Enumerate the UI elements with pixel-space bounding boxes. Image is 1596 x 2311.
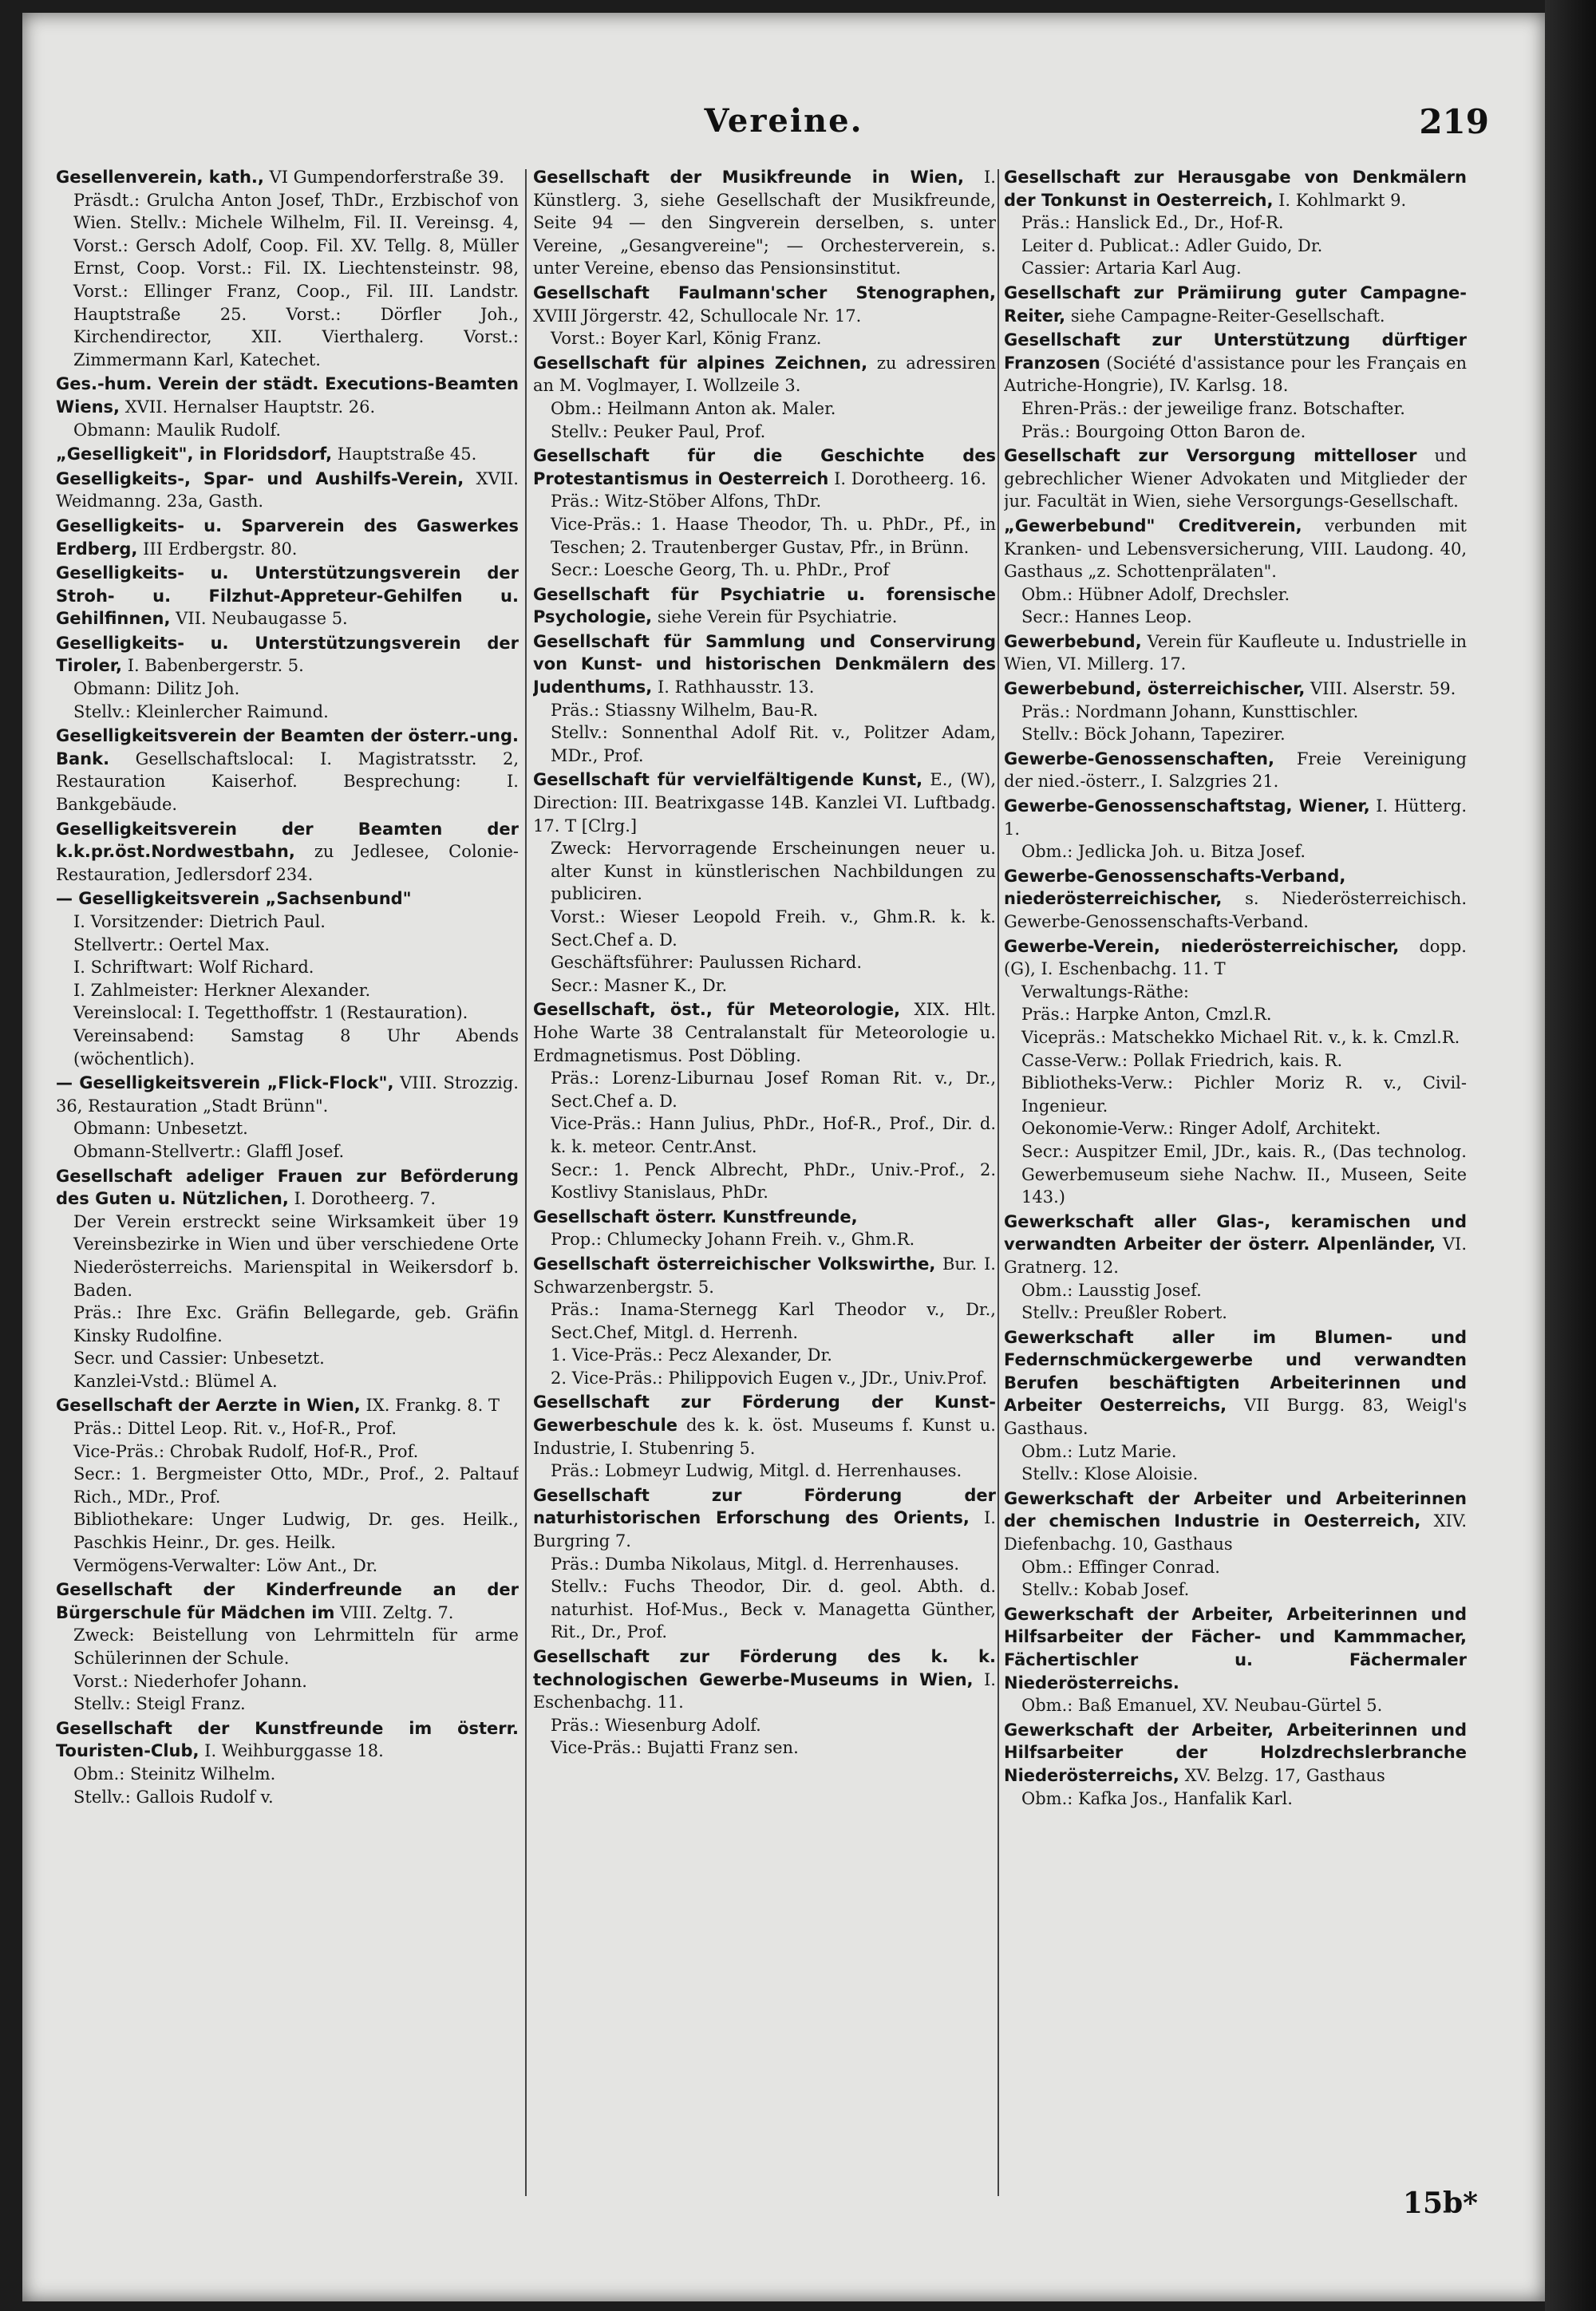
entry-address: VIII. Strozzig. 36, Restauration „Stadt Brünn".: [56, 1073, 519, 1116]
entry-heading: Gesellschaft der Kinderfreunde an der Bürgerschule für Mädchen im: [56, 1580, 519, 1622]
entry-detail-line: Obm.: Baß Emanuel, XV. Neubau-Gürtel 5.: [1021, 1696, 1383, 1716]
entry-address: zu adressiren an M. Voglmayer, I. Wollzeile 3.: [533, 353, 996, 396]
entry-detail-line: Bibliothekare: Unger Ludwig, Dr. ges. Heilk., Paschkis Heinr., Dr. ges. Heilk.: [73, 1510, 519, 1553]
entry-address: und gebrechlicher Wiener Advokaten und Mitglieder der jur. Facultät in Wien, siehe Versorgungs-Gesellschaft.: [1004, 446, 1467, 512]
entry-detail-line: Vice-Präs.: 1. Haase Theodor, Th. u. PhDr., Pf., in Teschen; 2. Trautenberger Gustav, Pfr., in Brünn.: [551, 514, 996, 557]
entry-address: I. Weihburggasse 18.: [204, 1741, 384, 1761]
entry-heading: Geselligkeitsverein der Beamten der österr.-ung. Bank.: [56, 726, 519, 768]
entry-detail-line: Vice-Präs.: Bujatti Franz sen.: [551, 1738, 799, 1758]
entry-heading: Gesellschaft zur Versorgung mittelloser: [1004, 446, 1417, 466]
entry-heading: Geselligkeits- u. Unterstützungsverein der Stroh- u. Filzhut-Appreteur-Gehilfen u. Gehilfinnen,: [56, 563, 519, 629]
entry-heading: Gesellschaft für vervielfältigende Kunst,: [533, 770, 923, 790]
entry-detail-line: Vorst.: Boyer Karl, König Franz.: [551, 329, 822, 349]
column-divider: [525, 169, 527, 2196]
entry-heading: Gesellschaft zur Förderung des k. k. technologischen Gewerbe-Museums in Wien,: [533, 1647, 996, 1689]
entry-detail-line: Vorst.: Wieser Leopold Freih. v., Ghm.R. k. k. Sect.Chef a. D.: [551, 907, 996, 950]
entry-address: VIII. Zeltg. 7.: [340, 1602, 454, 1622]
entry-detail-line: Präs.: Stiassny Wilhelm, Bau-R.: [551, 700, 819, 720]
entry-detail-line: Präs.: Wiesenburg Adolf.: [551, 1715, 761, 1735]
entry-detail-line: Obmann-Stellvertr.: Glaffl Josef.: [73, 1141, 345, 1161]
entry-address: XIX. Hlt. Hohe Warte 38 Centralanstalt für Meteorologie u. Erdmagnetismus. Post Döbling.: [533, 1000, 996, 1065]
entry-heading: Gewerbe-Genossenschafts-Verband, niederösterreichischer,: [1004, 866, 1346, 909]
entry-address: dopp. (G), I. Eschenbachg. 11. T: [1004, 936, 1467, 979]
entry-heading: Gewerbe-Genossenschaftstag, Wiener,: [1004, 796, 1370, 816]
entry-detail-line: Vereinslocal: I. Tegetthoffstr. 1 (Restauration).: [73, 1003, 468, 1023]
directory-entry: [1004, 1719, 1467, 1810]
entry-address: I. Dorotheerg. 16.: [834, 468, 986, 488]
directory-entry: [1004, 865, 1467, 934]
directory-entry: [1004, 282, 1467, 327]
entry-heading: Geselligkeits- u. Unterstützungsverein der Tiroler,: [56, 633, 519, 676]
entry-heading: Gesellschaft österreichischer Volkswirthe,: [533, 1254, 936, 1274]
entry-heading: Gesellschaft für Psychiatrie u. forensische Psychologie,: [533, 584, 996, 627]
directory-entry: [1004, 795, 1467, 863]
entry-detail-line: Präs.: Inama-Sternegg Karl Theodor v., Dr., Sect.Chef, Mitgl. d. Herrenh.: [551, 1300, 996, 1342]
directory-entry: [1004, 1603, 1467, 1717]
entry-address: Hauptstraße 45.: [337, 444, 477, 464]
entry-detail-line: Stellv.: Böck Johann, Tapezirer.: [1021, 725, 1286, 745]
entry-detail-line: Vicepräs.: Matschekko Michael Rit. v., k. k. Cmzl.R.: [1021, 1027, 1460, 1047]
entry-heading: Gesellschaft zur Herausgabe von Denkmälern der Tonkunst in Oesterreich,: [1004, 168, 1467, 210]
entry-address: XVII. Hernalser Hauptstr. 26.: [124, 397, 376, 417]
directory-entry: [533, 1645, 996, 1760]
entry-detail-line: Secr.: Masner K., Dr.: [551, 975, 728, 995]
directory-entry: [56, 1394, 519, 1577]
entry-detail-line: Vorst.: Niederhofer Johann.: [73, 1671, 307, 1691]
directory-entry: [56, 443, 519, 466]
directory-entry: [56, 468, 519, 513]
entry-detail-line: Der Verein erstreckt seine Wirksamkeit über 19 Vereinsbezirke in Wien und über verschiedene Orte Niederösterreichs. Marienspital in Weikersdorf b. Baden.: [73, 1211, 519, 1300]
entry-detail-line: Stellvertr.: Oertel Max.: [73, 934, 271, 954]
entry-address: Freie Vereinigung der nied.-österr., I. Salzgries 21.: [1004, 749, 1467, 792]
entry-heading: Gewerbe-Genossenschaften,: [1004, 749, 1274, 768]
entry-detail-line: Verwaltungs-Räthe:: [1021, 982, 1189, 1001]
entry-detail-line: Secr.: 1. Penck Albrecht, PhDr., Univ.-Prof., 2. Kostlivy Stanislaus, PhDr.: [551, 1159, 996, 1203]
entry-address: XVIII Jörgerstr. 42, Schullocale Nr. 17.: [533, 306, 862, 326]
entry-address: I. Dorotheerg. 7.: [294, 1189, 436, 1209]
entry-detail-line: Präs.: Hanslick Ed., Dr., Hof-R.: [1021, 213, 1284, 233]
directory-entry: [1004, 1487, 1467, 1602]
entry-heading: Gesellschaft Faulmann'scher Stenographen,: [533, 282, 996, 302]
entry-address: I. Babenbergerstr. 5.: [127, 656, 304, 676]
directory-entry: [533, 1484, 996, 1644]
entry-heading: Gesellschaft für die Geschichte des Protestantismus in Oesterreich: [533, 446, 996, 488]
entry-detail-line: Zweck: Hervorragende Erscheinungen neuer u. alter Kunst in künstlerischen Nachbildungen zu publiciren.: [551, 839, 996, 904]
entry-address: VI. Gratnerg. 12.: [1004, 1235, 1467, 1277]
page-header: [22, 102, 1545, 158]
directory-entry: [1004, 630, 1467, 676]
entry-detail-line: Präs.: Ihre Exc. Gräfin Bellegarde, geb. Gräfin Kinsky Rudolfine.: [73, 1303, 519, 1345]
entry-address: I. Kohlmarkt 9.: [1278, 190, 1407, 210]
entry-heading: Gesellschaft adeliger Frauen zur Beförderung des Guten u. Nützlichen,: [56, 1166, 519, 1209]
directory-entry: [533, 583, 996, 629]
book-page: [22, 13, 1545, 2301]
entry-detail-line: Secr.: 1. Bergmeister Otto, MDr., Prof., 2. Paltauf Rich., MDr., Prof.: [73, 1464, 519, 1507]
entry-detail-line: Secr. und Cassier: Unbesetzt.: [73, 1349, 325, 1369]
entry-detail-line: Präs.: Nordmann Johann, Kunsttischler.: [1021, 701, 1359, 721]
page-title: Vereine.: [704, 102, 863, 140]
entry-address: I. Eschenbachg. 11.: [533, 1669, 996, 1713]
entry-detail-line: Präs.: Bourgoing Otton Baron de.: [1021, 421, 1306, 441]
entry-heading: Gewerkschaft aller Glas-, keramischen und verwandten Arbeiter der österr. Alpenländer,: [1004, 1211, 1467, 1254]
directory-entry: [56, 818, 519, 887]
entry-detail-line: Cassier: Artaria Karl Aug.: [1021, 259, 1242, 279]
directory-entry: [533, 352, 996, 443]
entry-detail-line: Secr.: Auspitzer Emil, JDr., kais. R., (Das technolog. Gewerbemuseum siehe Nachw. II., Museen, Seite 143.): [1021, 1141, 1467, 1207]
entry-heading: Gewerkschaft der Arbeiter, Arbeiterinnen und Hilfsarbeiter der Holzdrechslerbranche Niederösterreichs,: [1004, 1720, 1467, 1785]
entry-heading: „Geselligkeit", in Floridsdorf,: [56, 444, 333, 464]
entry-heading: Gewerbebund, österreichischer,: [1004, 679, 1306, 699]
entry-detail-line: Obm.: Effinger Conrad.: [1021, 1557, 1220, 1577]
directory-entry: [533, 444, 996, 582]
entry-detail-line: Geschäftsführer: Paulussen Richard.: [551, 953, 862, 973]
entry-detail-line: Kanzlei-Vstd.: Blümel A.: [73, 1371, 278, 1391]
entry-detail-line: Ehren-Präs.: der jeweilige franz. Botschafter.: [1021, 398, 1405, 418]
entry-detail-line: Vice-Präs.: Hann Julius, PhDr., Hof-R., Prof., Dir. d. k. k. meteor. Centr.Anst.: [551, 1114, 996, 1156]
entry-detail-line: Stellv.: Kobab Josef.: [1021, 1580, 1190, 1600]
entry-address: I. Burgring 7.: [533, 1508, 996, 1551]
directory-entry: [1004, 1326, 1467, 1486]
entry-address: XIV. Diefenbachg. 10, Gasthaus: [1004, 1511, 1467, 1554]
directory-entry: [56, 725, 519, 816]
directory-entry: [1004, 329, 1467, 443]
entry-address: III Erdbergstr. 80.: [143, 539, 298, 559]
directory-entry: [56, 887, 519, 1070]
entry-address: (Société d'assistance pour les Français en Autriche-Hongrie), IV. Karlsg. 18.: [1004, 353, 1467, 396]
entry-detail-line: Präs.: Lorenz-Liburnau Josef Roman Rit. v., Dr., Sect.Chef a. D.: [551, 1069, 996, 1111]
entry-heading: Geselligkeitsverein der Beamten der k.k.pr.öst.Nordwestbahn,: [56, 819, 519, 862]
directory-entry: [533, 1206, 996, 1251]
directory-entry: [533, 282, 996, 350]
entry-heading: Gewerkschaft der Arbeiter und Arbeiterinnen der chemischen Industrie in Oesterreich,: [1004, 1488, 1467, 1531]
entry-address: Verein für Kaufleute u. Industrielle in Wien, VI. Millerg. 17.: [1004, 631, 1467, 674]
signature-mark: 15b*: [1402, 2187, 1478, 2220]
entry-detail-line: Obmann: Maulik Rudolf.: [73, 420, 282, 440]
directory-entry: [1004, 444, 1467, 513]
entry-address: XVII. Weidmanng. 23a, Gasth.: [56, 468, 519, 512]
directory-entry: [1004, 677, 1467, 746]
entry-detail-line: 2. Vice-Präs.: Philippovich Eugen v., JDr., Univ.Prof.: [551, 1368, 988, 1388]
entry-address: siehe Verein für Psychiatrie.: [657, 607, 898, 627]
entry-heading: Gewerbebund,: [1004, 631, 1142, 651]
entry-detail-line: Obm.: Lausstig Josef.: [1021, 1280, 1202, 1300]
directory-entry: [533, 166, 996, 280]
entry-address: siehe Campagne-Reiter-Gesellschaft.: [1070, 306, 1385, 326]
entry-detail-line: Stellv.: Fuchs Theodor, Dir. d. geol. Abth. d. naturhist. Hof-Mus., Beck v. Managetta Günther, Rit., Dr., Prof.: [551, 1577, 996, 1642]
entry-heading: Gewerkschaft der Arbeiter, Arbeiterinnen und Hilfsarbeiter der Fächer- und Kammmacher, Fächertischler u. Fächermaler Niederösterreichs.: [1004, 1604, 1467, 1693]
entry-detail-line: Obm.: Jedlicka Joh. u. Bitza Josef.: [1021, 842, 1306, 862]
entry-heading: Gesellschaft für alpines Zeichnen,: [533, 353, 868, 373]
entry-detail-line: Obm.: Kafka Jos., Hanfalik Karl.: [1021, 1788, 1293, 1808]
entry-detail-line: Präs.: Dumba Nikolaus, Mitgl. d. Herrenhauses.: [551, 1554, 960, 1574]
entry-detail-line: Secr.: Loesche Georg, Th. u. PhDr., Prof: [551, 560, 890, 580]
entry-address: Gesellschaftslocal: I. Magistratsstr. 2, Restauration Kaiserhof. Besprechung: I. Bankgebäude.: [56, 749, 519, 815]
directory-entry: [1004, 1211, 1467, 1325]
entry-detail-line: Stellv.: Preußler Robert.: [1021, 1303, 1227, 1323]
entry-detail-line: Stellv.: Sonnenthal Adolf Rit. v., Politzer Adam, MDr., Prof.: [551, 723, 996, 765]
entry-heading: Gesellschaft österr. Kunstfreunde,: [533, 1207, 858, 1227]
directory-entry: [1004, 748, 1467, 793]
entry-detail-line: I. Zahlmeister: Herkner Alexander.: [73, 980, 371, 1000]
entry-detail-line: I. Vorsitzender: Dietrich Paul.: [73, 912, 326, 931]
entry-heading: Gesellschaft der Aerzte in Wien,: [56, 1396, 361, 1416]
directory-entry: [56, 632, 519, 723]
directory-entry: [56, 166, 519, 371]
entry-detail-line: Vermögens-Verwalter: Löw Ant., Dr.: [73, 1555, 378, 1575]
entry-address: Bur. I. Schwarzenbergstr. 5.: [533, 1254, 996, 1297]
entry-detail-line: 1. Vice-Präs.: Pecz Alexander, Dr.: [551, 1345, 832, 1365]
entry-detail-line: Obm.: Hübner Adolf, Drechsler.: [1021, 584, 1290, 604]
directory-entry: [533, 1391, 996, 1482]
entry-detail-line: Obm.: Lutz Marie.: [1021, 1441, 1177, 1461]
entry-detail-line: Stellv.: Kleinlercher Raimund.: [73, 701, 329, 721]
entry-heading: Gesellschaft der Kunstfreunde im österr. Touristen-Club,: [56, 1718, 519, 1761]
directory-entry: [56, 562, 519, 630]
entry-address: IX. Frankg. 8. T: [365, 1396, 500, 1416]
entry-detail-line: Leiter d. Publicat.: Adler Guido, Dr.: [1021, 235, 1323, 255]
entry-detail-line: Vice-Präs.: Chrobak Rudolf, Hof-R., Prof.: [73, 1441, 419, 1461]
entry-detail-line: Obmann: Unbesetzt.: [73, 1119, 248, 1139]
entry-detail-line: Obm.: Heilmann Anton ak. Maler.: [551, 398, 836, 418]
entry-address: I. Rathhausstr. 13.: [657, 677, 815, 697]
entry-heading: Ges.-hum. Verein der städt. Executions-Beamten Wiens,: [56, 374, 519, 417]
directory-entry: [56, 1072, 519, 1163]
entry-detail-line: Präs.: Dittel Leop. Rit. v., Hof-R., Prof.: [73, 1419, 397, 1439]
entry-heading: Gesellschaft zur Förderung der Kunst-Gewerbeschule: [533, 1393, 996, 1436]
entry-detail-line: Obmann: Dilitz Joh.: [73, 679, 240, 699]
entry-heading: Gesellschaft zur Prämiirung guter Campagne-Reiter,: [1004, 282, 1467, 326]
directory-entry: [533, 768, 996, 997]
entry-detail-line: Präs.: Lobmeyr Ludwig, Mitgl. d. Herrenhauses.: [551, 1461, 962, 1481]
entry-detail-line: Präs.: Harpke Anton, Cmzl.R.: [1021, 1005, 1272, 1025]
entry-heading: Gewerkschaft aller im Blumen- und Federnschmückergewerbe und verwandten Berufen beschäftigten Arbeiterinnen und Arbeiter Oesterreichs,: [1004, 1327, 1467, 1416]
entry-address: verbunden mit Kranken- und Lebensversicherung, VIII. Laudong. 40, Gasthaus „z. Schottenprälaten".: [1004, 516, 1467, 582]
column-middle: [533, 166, 996, 2209]
directory-entry: [1004, 515, 1467, 629]
entry-detail-line: Obm.: Steinitz Wilhelm.: [73, 1764, 276, 1784]
entry-heading: Gesellenverein, kath.,: [56, 168, 264, 187]
column-left: [56, 166, 519, 2209]
entry-heading: Gesellschaft, öst., für Meteorologie,: [533, 1000, 901, 1020]
entry-heading: Gesellschaft der Musikfreunde in Wien,: [533, 168, 965, 187]
entry-address: VII. Neubaugasse 5.: [176, 609, 348, 629]
entry-heading: Gesellschaft zur Unterstützung dürftiger Franzosen: [1004, 330, 1467, 373]
directory-entry: [56, 1165, 519, 1393]
directory-entry: [56, 515, 519, 560]
entry-heading: — Geselligkeitsverein „Flick-Flock",: [56, 1073, 394, 1093]
entry-detail-line: Bibliotheks-Verw.: Pichler Moriz R. v., Civil-Ingenieur.: [1021, 1073, 1467, 1116]
entry-detail-line: Prop.: Chlumecky Johann Freih. v., Ghm.R.: [551, 1230, 915, 1250]
directory-entry: [56, 1717, 519, 1808]
directory-entry: [533, 1253, 996, 1390]
entry-address: XV. Belzg. 17, Gasthaus: [1184, 1765, 1385, 1785]
entry-address: E., (W), Direction: III. Beatrixgasse 14B. Kanzlei VI. Luftbadg. 17. T [Clrg.]: [533, 770, 996, 836]
entry-heading: Geselligkeits- u. Sparverein des Gaswerkes Erdberg,: [56, 516, 519, 559]
entry-address: I. Hütterg. 1.: [1004, 796, 1467, 839]
entry-detail-line: Zweck: Beistellung von Lehrmitteln für arme Schülerinnen der Schule.: [73, 1626, 519, 1668]
entry-detail-line: Secr.: Hannes Leop.: [1021, 607, 1192, 627]
entry-detail-line: Präs.: Witz-Stöber Alfons, ThDr.: [551, 492, 822, 512]
entry-detail-line: I. Schriftwart: Wolf Richard.: [73, 958, 314, 978]
entry-address: I. Künstlerg. 3, siehe Gesellschaft der Musikfreunde, Seite 94 — den Singverein derselben, s. unter Vereine, „Gesangvereine"; — Orchesterverein, s. unter Vereine, ebenso das Pensionsinstitut.: [533, 168, 996, 279]
entry-heading: — Geselligkeitsverein „Sachsenbund": [56, 889, 412, 909]
directory-entry: [533, 630, 996, 768]
column-right: [1004, 166, 1467, 2209]
entry-heading: Geselligkeits-, Spar- und Aushilfs-Verein,: [56, 468, 464, 488]
entry-address: s. Niederösterreichisch. Gewerbe-Genossenschafts-Verband.: [1004, 889, 1467, 931]
entry-detail-line: Stellv.: Peuker Paul, Prof.: [551, 421, 766, 441]
entry-detail-line: Casse-Verw.: Pollak Friedrich, kais. R.: [1021, 1050, 1343, 1070]
entry-detail-line: Vereinsabend: Samstag 8 Uhr Abends (wöchentlich).: [73, 1025, 519, 1069]
page-number: 219: [1419, 102, 1489, 141]
binding-edge: [1545, 0, 1596, 2311]
entry-detail-line: Stellv.: Klose Aloisie.: [1021, 1464, 1199, 1484]
entry-address: VI Gumpendorferstraße 39.: [269, 168, 504, 187]
entry-address: VIII. Alserstr. 59.: [1310, 679, 1456, 699]
entry-detail-line: Stellv.: Gallois Rudolf v.: [73, 1787, 274, 1807]
entry-detail-line: Präsdt.: Grulcha Anton Josef, ThDr., Erzbischof von Wien. Stellv.: Michele Wilhelm, Fil. II. Vereinsg. 4, Vorst.: Gersch Adolf, Coop. Fil. XV. Tellg. 8, Müller Ernst, Coop. Vorst.: Fil. IX. Liechtensteinstr. 98, Vorst.: Ellinger Franz, Coop., Fil. III. Landstr. Hauptstraße 25. Vorst.: Dörfler Joh., Kirchendirector, XII. Vierthalerg. Vorst.: Zimmermann Karl, Katechet.: [73, 190, 519, 369]
entry-address: zu Jedlesee, Colonie-Restauration, Jedlersdorf 234.: [56, 842, 519, 884]
entry-address: VII Burgg. 83, Weigl's Gasthaus.: [1004, 1396, 1467, 1439]
entry-heading: „Gewerbebund" Creditverein,: [1004, 516, 1302, 535]
column-divider: [998, 169, 999, 2196]
entry-heading: Gesellschaft für Sammlung und Conservirung von Kunst- und historischen Denkmälern des Judenthums,: [533, 631, 996, 697]
entry-address: des k. k. öst. Museums f. Kunst u. Industrie, I. Stubenring 5.: [533, 1416, 996, 1458]
directory-entry: [533, 998, 996, 1203]
directory-entry: [1004, 935, 1467, 1209]
entry-detail-line: Oekonomie-Verw.: Ringer Adolf, Architekt.: [1021, 1119, 1381, 1139]
directory-entry: [1004, 166, 1467, 280]
directory-entry: [56, 373, 519, 441]
entry-heading: Gewerbe-Verein, niederösterreichischer,: [1004, 936, 1400, 956]
directory-entry: [56, 1578, 519, 1716]
entry-heading: Gesellschaft zur Förderung der naturhistorischen Erforschung des Orients,: [533, 1485, 996, 1528]
entry-detail-line: Stellv.: Steigl Franz.: [73, 1694, 246, 1714]
